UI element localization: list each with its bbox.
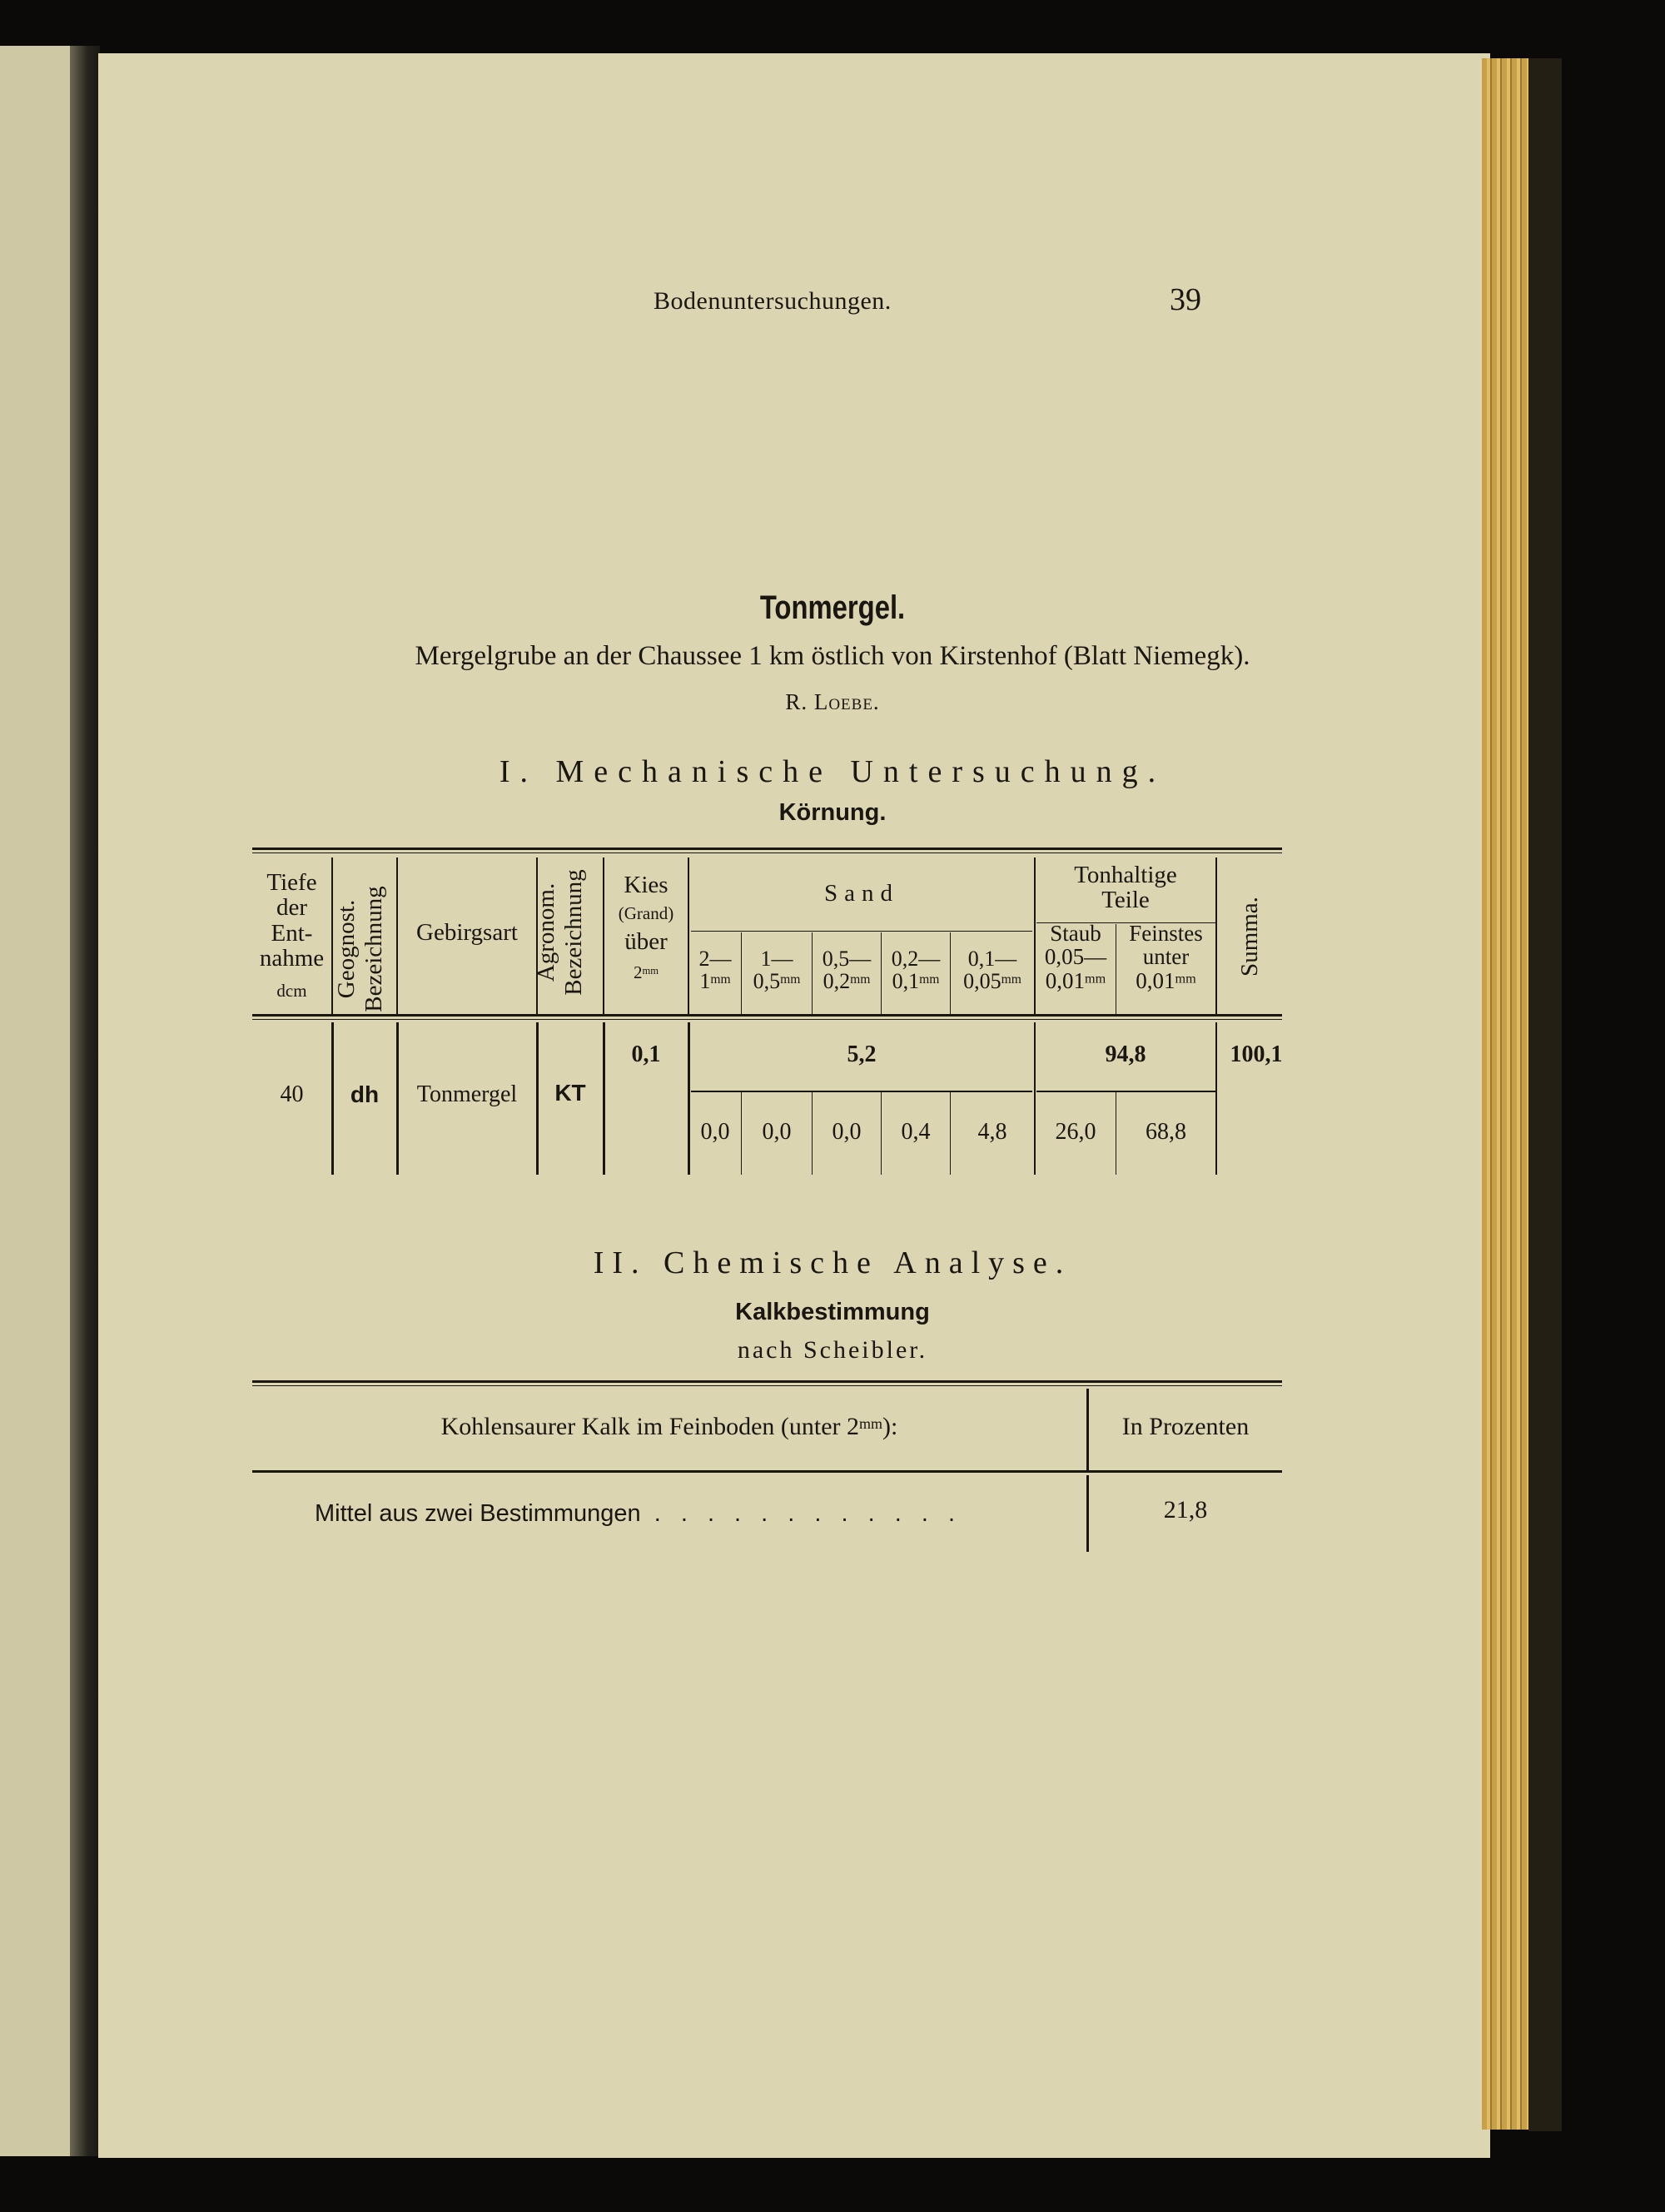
header-agronom-line1: Agronom. (533, 882, 559, 982)
cell-summa: 100,1 (1230, 1041, 1283, 1067)
header-tiefe (252, 870, 331, 1000)
header-sand-col-4-top: 0,2— (891, 947, 941, 971)
header-sand-col-3-top: 0,5— (822, 947, 872, 971)
table2-header-end: ): (882, 1413, 898, 1440)
cell-geognost: dh (350, 1081, 380, 1107)
header-tiefe-line4: nahme (259, 945, 325, 972)
cell-sand-total: 5,2 (847, 1041, 877, 1067)
section-heading-chemical: II. Chemische Analyse. (593, 1245, 1072, 1280)
header-kies (604, 872, 688, 982)
cell-tiefe: 40 (280, 1081, 304, 1107)
cell-kies: 0,1 (631, 1041, 661, 1067)
page-number: 39 (1170, 282, 1201, 317)
header-sand-col-2-unit: mm (780, 972, 801, 987)
section-subheading-scheibler: nach Scheibler. (737, 1336, 928, 1364)
header-summa: Summa. (1236, 897, 1263, 977)
header-gebirgsart: Gebirgsart (416, 919, 518, 946)
section-subheading-kalk: Kalkbestimmung (735, 1299, 930, 1325)
header-sand-col-1-top: 2— (698, 947, 732, 971)
header-sand-col-3-unit: mm (850, 972, 871, 987)
header-kies-line3: über (624, 928, 668, 956)
table2-row-value: 21,8 (1163, 1496, 1208, 1524)
header-kies-line1: Kies (624, 872, 668, 898)
header-sand-col-5-unit: mm (1001, 972, 1021, 987)
table2-header-right: In Prozenten (1121, 1413, 1250, 1440)
header-feinstes-line2: unter (1142, 944, 1190, 970)
header-staub (1036, 922, 1116, 992)
table2-row-dots: . . . . . . . . . . . . (654, 1500, 962, 1527)
header-agronom (533, 857, 591, 1007)
header-tonhaltige (1036, 862, 1215, 913)
book-gutter (70, 46, 100, 2156)
left-page-edge (0, 46, 79, 2156)
header-geognost-line1: Geognost. (333, 899, 360, 999)
author: R. Loebe. (785, 689, 880, 714)
header-sand-col-4-unit: mm (919, 972, 940, 987)
cell-sand-4: 0,4 (901, 1119, 931, 1145)
header-sand-col-2-bottom: 0,5 (753, 969, 781, 994)
header-tiefe-line1: Tiefe (266, 869, 317, 896)
header-tiefe-line3: Ent- (271, 919, 313, 947)
header-kies-unit-value: 2 (633, 962, 643, 982)
table2-header-unit: mm (859, 1414, 883, 1432)
cell-feinstes: 68,8 (1146, 1119, 1186, 1145)
header-sand-col-4 (882, 947, 950, 993)
header-sand-col-5 (951, 947, 1034, 993)
table2-header-text: Kohlensaurer Kalk im Feinboden (unter 2 (440, 1413, 860, 1440)
table2-row-label (315, 1500, 962, 1528)
header-staub-unit: mm (1085, 971, 1106, 987)
header-sand-col-5-top: 0,1— (967, 947, 1017, 971)
page-subtitle: Mergelgrube an der Chaussee 1 km östlich von Kirstenhof (Blatt Niemegk). (415, 641, 1250, 671)
cell-agronom: KT (554, 1080, 586, 1106)
header-staub-unit-value: 0,01 (1045, 967, 1086, 993)
header-staub-line2: 0,05— (1044, 944, 1107, 970)
header-sand-col-3 (813, 947, 881, 993)
header-feinstes-line1: Feinstes (1129, 921, 1203, 946)
header-feinstes-unit-value: 0,01 (1136, 967, 1175, 993)
header-sand: Sand (824, 880, 899, 907)
header-agronom-line2: Bezeichnung (560, 869, 587, 996)
section-heading-mechanical: I. Mechanische Untersuchung. (499, 754, 1166, 789)
header-tiefe-unit: dcm (276, 980, 307, 1001)
cell-sand-3: 0,0 (832, 1119, 862, 1145)
header-geognost-line2: Bezeichnung (360, 886, 387, 1012)
running-head: Bodenuntersuchungen. (654, 287, 892, 315)
cell-ton-total: 94,8 (1105, 1041, 1146, 1067)
cell-gebirgsart: Tonmergel (416, 1081, 518, 1107)
header-sand-col-4-bottom: 0,1 (892, 969, 920, 994)
header-feinstes-unit: mm (1175, 971, 1196, 987)
header-tiefe-line2: der (276, 894, 308, 922)
table2-row-label-text: Mittel aus zwei Bestimmungen (315, 1500, 641, 1527)
header-kies-line2: (Grand) (618, 903, 674, 924)
header-sand-col-2-top: 1— (760, 947, 793, 971)
cell-sand-1: 0,0 (700, 1119, 730, 1145)
header-sand-col-1 (689, 947, 741, 993)
header-sand-col-1-unit: mm (710, 972, 731, 987)
header-kies-unit: mm (642, 964, 659, 977)
page-edges (1482, 58, 1528, 2130)
section-subheading-koernung: Körnung. (778, 799, 887, 826)
header-sand-col-1-bottom: 1 (699, 969, 711, 994)
book-cover-edge (1528, 58, 1562, 2131)
header-sand-col-3-bottom: 0,2 (823, 969, 851, 994)
header-sand-col-5-bottom: 0,05 (963, 969, 1001, 994)
header-sand-col-2 (742, 947, 812, 993)
header-staub-line1: Staub (1050, 921, 1101, 946)
header-feinstes (1116, 922, 1215, 992)
table2-header-left (252, 1414, 1086, 1440)
cell-sand-2: 0,0 (762, 1119, 792, 1145)
cell-staub: 26,0 (1055, 1119, 1096, 1145)
header-tonhaltige-line1: Tonhaltige (1074, 862, 1177, 888)
header-tonhaltige-line2: Teile (1101, 887, 1150, 914)
cell-sand-5: 4,8 (977, 1119, 1007, 1145)
page-title: Tonmergel. (759, 589, 906, 626)
header-geognost (333, 874, 391, 1024)
